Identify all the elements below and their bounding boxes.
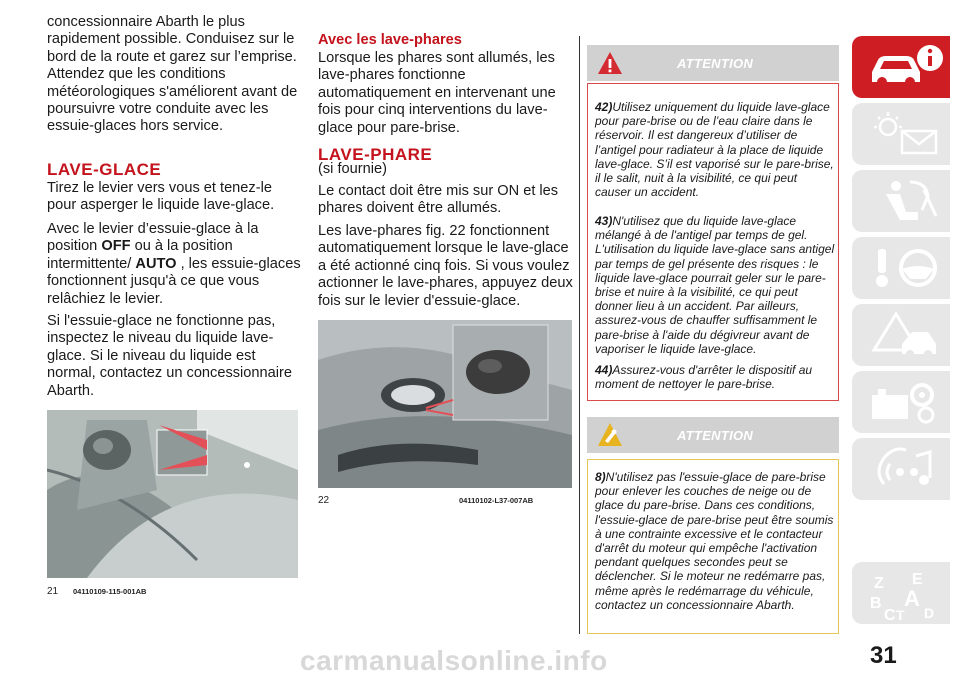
heading-lave-phare: LAVE-PHARE (318, 145, 433, 164)
warning-lights-icon (866, 109, 946, 159)
paragraph-lave-phares-auto: Lorsque les phares sont allumés, les lave-phares fonctionne automatiquement en intervenant une fois pour cinq interventions du lave-glace pour pare-brise. (318, 50, 556, 136)
index-letter-b: B (870, 595, 882, 612)
index-letter-a: A (904, 586, 920, 611)
label-off: OFF (101, 238, 131, 255)
attention-box-1 (587, 83, 839, 401)
tab-car-info[interactable] (852, 36, 950, 98)
figure-22-number: 22 (318, 495, 330, 506)
tab-safety[interactable] (852, 170, 950, 232)
paragraph-spray: Tirez le levier vers vous et tenez-le pour asperger le liquide lave-glace. (47, 180, 275, 214)
attention-header-1 (587, 45, 839, 81)
tab-starting-driving[interactable] (852, 237, 950, 299)
paragraph-ignition: Le contact doit être mis sur ON et les phares doivent être allumés. (318, 183, 559, 217)
warning-43 (595, 214, 835, 356)
seat-safety-icon (866, 176, 946, 226)
figure-21-image (47, 410, 298, 578)
warning-44 (595, 363, 835, 391)
warning-number: 44) (595, 363, 613, 377)
maintenance-icon (866, 377, 946, 427)
steering-start-icon (866, 243, 946, 293)
index-letter-e: E (912, 571, 923, 588)
warning-text: Utilisez uniquement du liquide lave-glace pour pare-brise ou de l’eau claire dans le réservoir. Il est dangereux d’utiliser de l’antigel pour radiateur à la place de liquide lave-glace. S’il est vaporisé sur le pare-brise, il le salit, nuit à la visibilité, ce qui peut causer un accident. (595, 100, 834, 200)
paragraph-check-level: Si l'essuie-glace ne fonctionne pas, inspectez le niveau du liquide lave-glace. Si le niveau du liquide est normal, contactez un concessionnaire Abarth. (47, 313, 292, 399)
column-divider (579, 36, 580, 634)
index-letter-d: D (924, 605, 935, 621)
watermark: carmanualsonline.info (300, 645, 608, 676)
warning-8 (595, 470, 835, 612)
label-auto: AUTO (135, 255, 177, 272)
text-segment: Avec le levier d’essuie-glace à la position (47, 221, 259, 255)
index-letter-z: Z (874, 575, 884, 592)
attention-box-2 (587, 459, 839, 634)
index-icon (866, 568, 946, 624)
index-letter-c: C (884, 607, 896, 624)
heading-if-equipped: (si fournie) (318, 161, 387, 177)
figure-22-code: 04110102-L37-007AB (459, 496, 534, 505)
tab-maintenance[interactable] (852, 371, 950, 433)
tab-emergency[interactable] (852, 304, 950, 366)
attention-title-1: ATTENTION (677, 56, 754, 71)
tab-index[interactable] (852, 562, 950, 624)
warning-number: 43) (595, 214, 613, 228)
multimedia-icon (866, 444, 946, 494)
text-segment: , les essuie-glaces fonctionnent jusqu'à ce que vous relâchiez le levier. (47, 255, 301, 307)
figure-22-image (318, 320, 572, 488)
attention-header-2 (587, 417, 839, 453)
text-segment: ou à la position intermittente/ (47, 238, 233, 272)
attention-title-2: ATTENTION (677, 428, 754, 443)
figure-21-code: 04110109-115-001AB (73, 587, 147, 596)
danger-triangle-icon (597, 51, 623, 75)
caution-triangle-icon (597, 422, 623, 448)
warning-text: N'utilisez que du liquide lave-glace mélangé à de l'antigel par temps de gel. L'utilisation du liquide lave-glace sans antigel par temps de gel présente des risques : le liquide lave-glace pourrait geler sur le pare-brise et nuire à la visibilité, ce qui peut donner lieu à un accident. Par ailleurs, assurez-vous de chauffer suffisamment le pare-brise à l'aide du dégivreur avant de vaporiser le liquide lave-glace. (595, 214, 835, 356)
index-letter-t: T (896, 607, 905, 623)
figure-21-number: 21 (47, 586, 59, 597)
page-number: 31 (870, 642, 897, 669)
warning-text: N'utilisez pas l'essuie-glace de pare-brise pour enlever les couches de neige ou de glace du pare-brise. Dans ces conditions, l'essuie-glace de pare-brise peut être soumis à une contrainte excessive et le contacteur d'arrêt du moteur qui empêche l'activation pendant quelques secondes peut se déclencher. Si le moteur ne redémarre pas, même après le redémarrage du véhicule, contactez un concessionnaire Abarth. (595, 470, 834, 612)
warning-number: 8) (595, 470, 606, 484)
car-info-icon (866, 42, 946, 92)
tab-warning-lights[interactable] (852, 103, 950, 165)
heading-avec-lave-phares: Avec les lave-phares (318, 32, 462, 48)
emergency-icon (866, 310, 946, 360)
paragraph-lever-position (47, 221, 302, 308)
warning-text: Assurez-vous d'arrêter le dispositif au moment de nettoyer le pare-brise. (595, 363, 813, 392)
tab-multimedia[interactable] (852, 438, 950, 500)
heading-lave-glace: LAVE-GLACE (47, 160, 162, 179)
paragraph-intro: concessionnaire Abarth le plus rapidement possible. Conduisez sur le bord de la route et garez sur l’emprise. Attendez que les conditions météorologiques s'améliorent avant de poursuivre votre conduite avec les essuie-glaces hors service. (47, 14, 298, 135)
warning-42 (595, 100, 835, 199)
warning-number: 42) (595, 100, 613, 114)
paragraph-operation: Les lave-phares fig. 22 fonctionnent automatiquement lorsque le lave-glace a été actionné cinq fois. Si vous voulez actionner le lave-phares, appuyez deux fois sur le levier d'essuie-glace. (318, 223, 573, 309)
